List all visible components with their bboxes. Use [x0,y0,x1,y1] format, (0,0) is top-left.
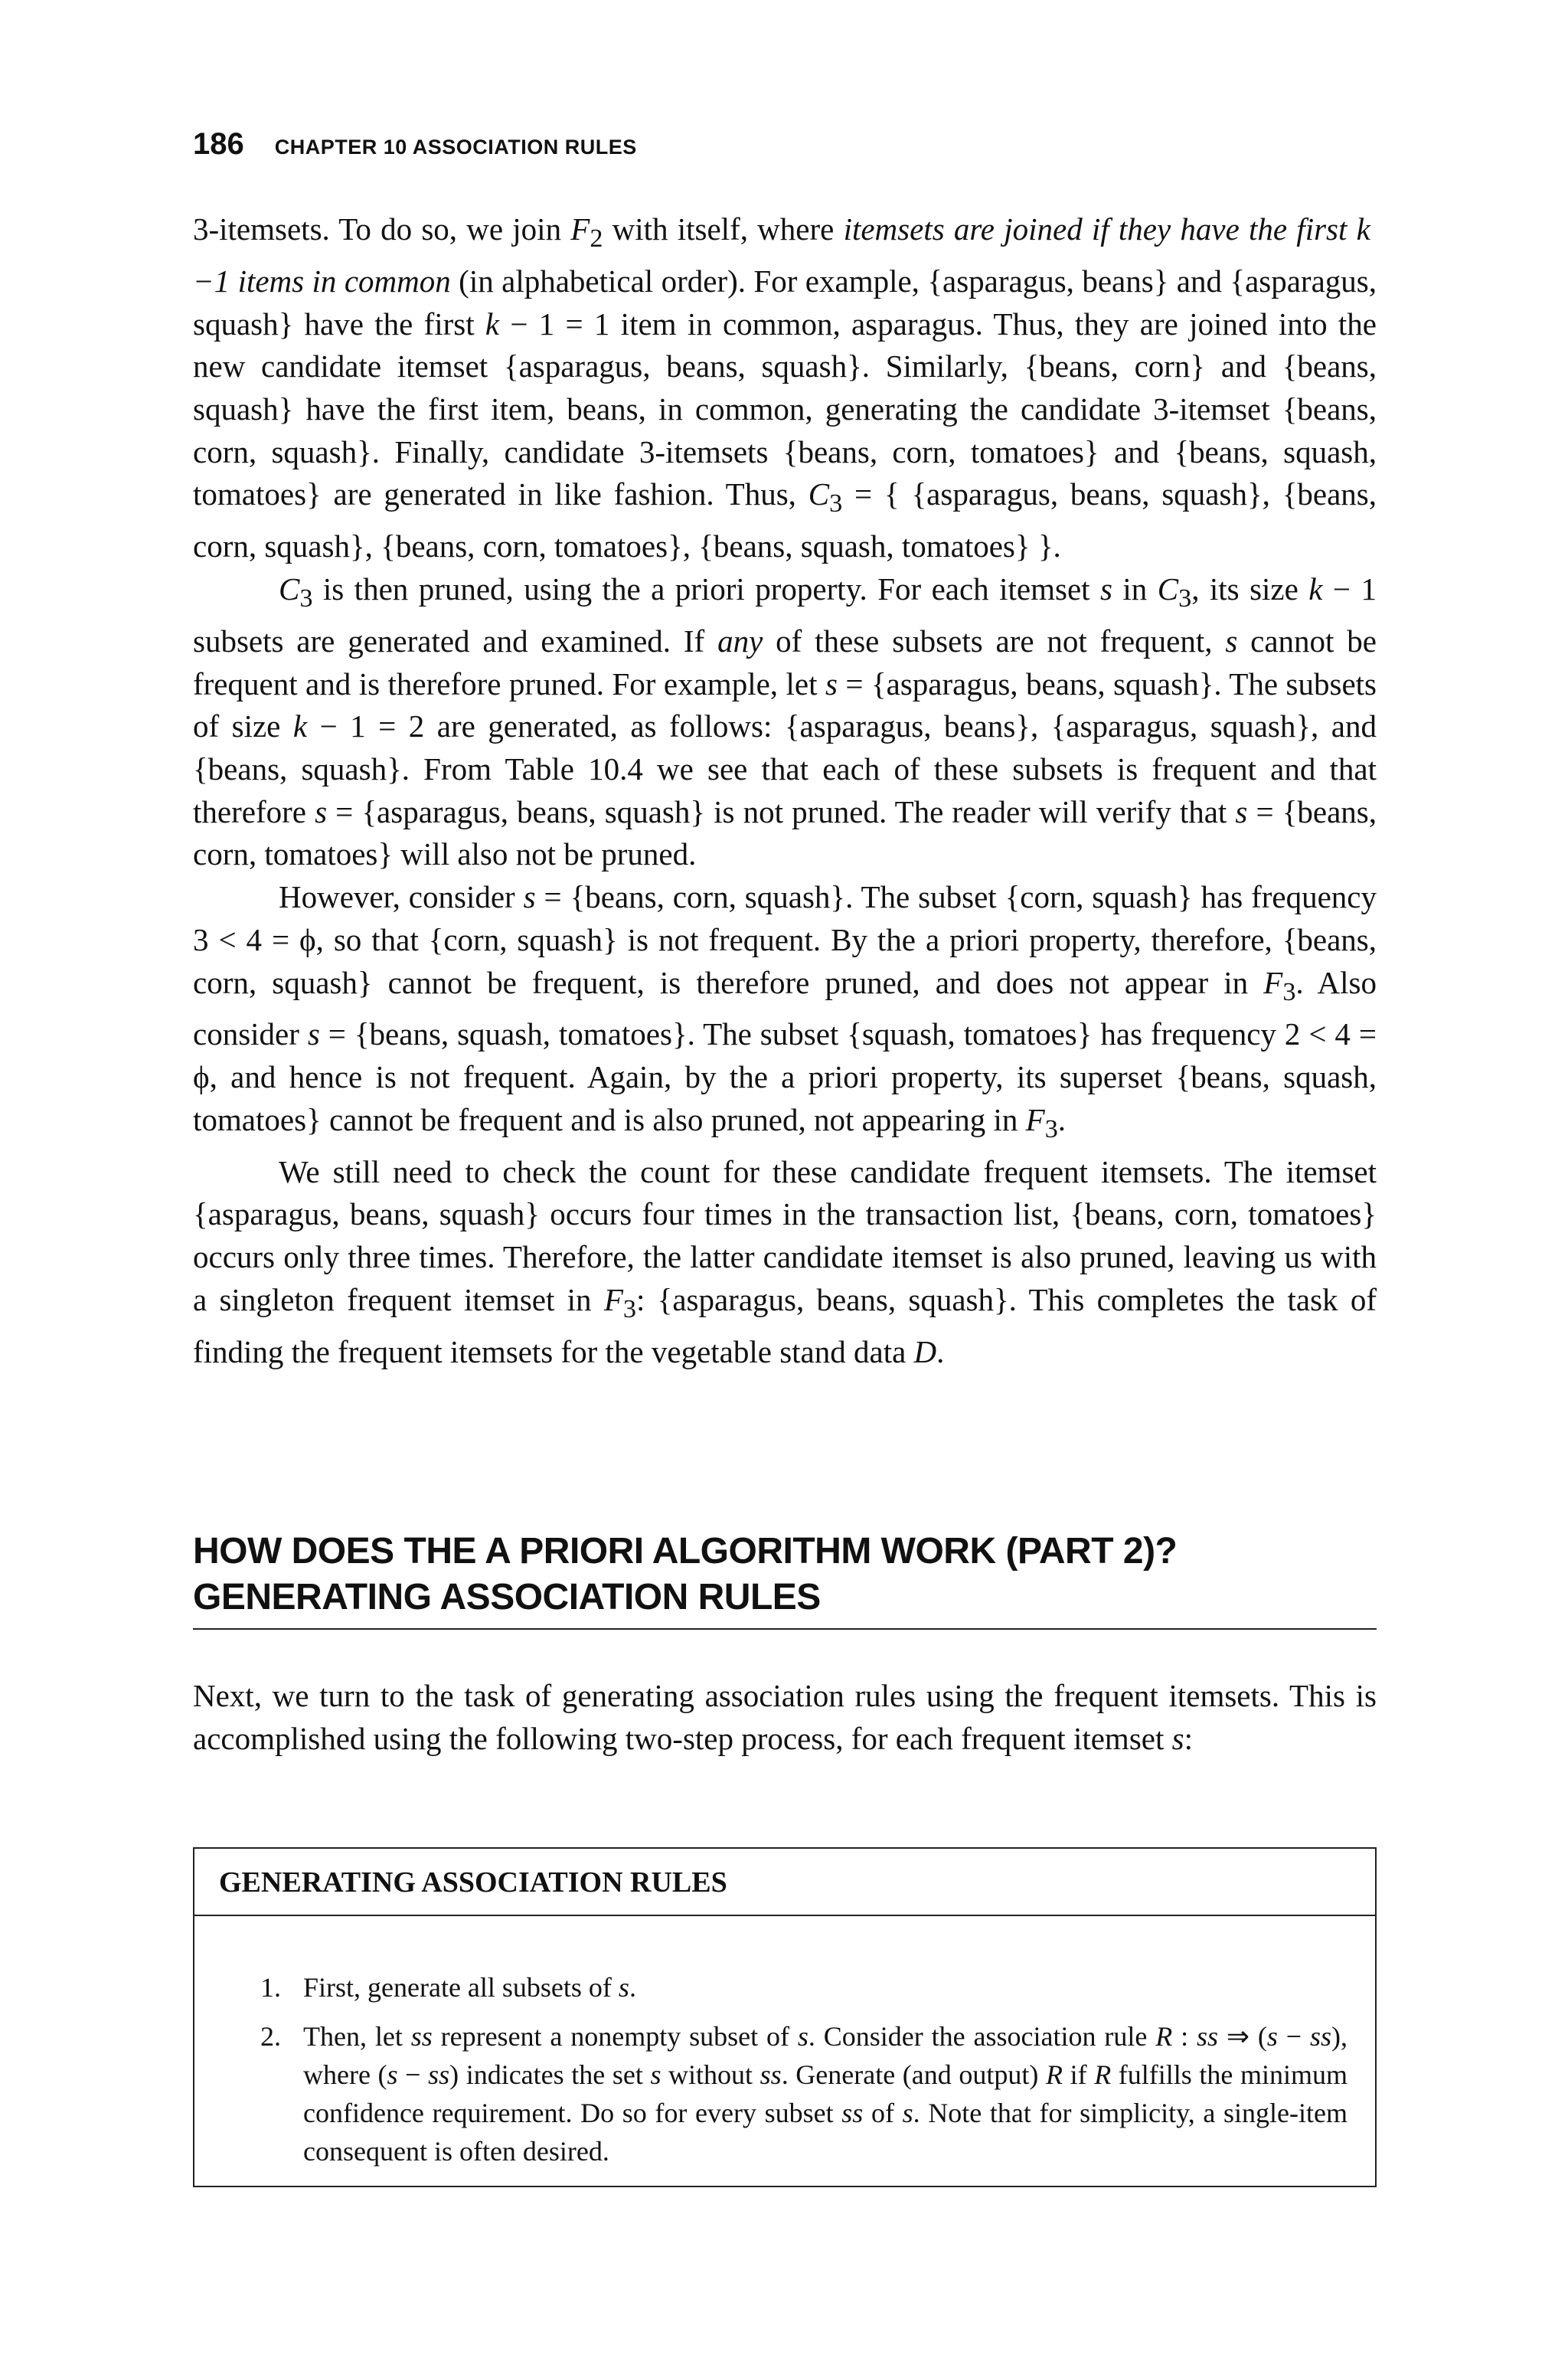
algorithm-box-title: GENERATING ASSOCIATION RULES [194,1849,1375,1916]
page-number: 186 [193,127,244,161]
algorithm-box [193,1847,1377,2187]
step-text: Then, let ss represent a nonempty subset of s. Consider the association rule R : ss ⇒ (s − ss), where (s − ss) indicates the set s without ss. Generate (and output) R if R fulfills the minimum confidence requirement. Do so for every subset ss of s. Note that for simplicity, a single-item consequent is often desired. [303,2021,1348,2167]
paragraph-count-check: We still need to check the count for these candidate frequent itemsets. The itemset {asparagus, beans, squash} occurs four times in the transaction list, {beans, corn, tomatoes} occurs only three times. Therefore, the latter candidate itemset is also pruned, leaving us with a singleton frequent itemset in $F_3$: {asparagus, beans, squash}. This completes the task of finding the frequent itemsets for the vegetable stand data D. [193,1153,1377,1369]
step-number: 2. [260,2021,281,2052]
algorithm-step [260,1968,1348,2007]
section-heading-line-1: HOW DOES THE A PRIORI ALGORITHM WORK (PART 2)? [193,1531,1178,1572]
body-text [193,208,1377,1373]
step-number: 1. [260,1972,281,2003]
paragraph-pruning: $C_3$ is then pruned, using the a priori property. For each itemset s in $C_3$, its size k − 1 subsets are generated and examined. If any of these subsets are not frequent, s cannot be frequent and is therefore pruned. For example, let s = {asparagus, beans, squash}. The subsets of size k − 1 = 2 are generated, as follows: {asparagus, beans}, {asparagus, squash}, and {beans, squash}. From Table 10.4 we see that each of these subsets is frequent and that therefore s = {asparagus, beans, squash} is not pruned. The reader will verify that s = {beans, corn, tomatoes} will also not be pruned. [193,571,1377,872]
chapter-title: CHAPTER 10 ASSOCIATION RULES [274,136,637,159]
section-heading-line-2: GENERATING ASSOCIATION RULES [193,1577,821,1617]
intro-paragraph: Next, we turn to the task of generating association rules using the frequent itemsets. This is accomplished using the following two-step process, for each frequent itemset s: [193,1678,1377,1756]
running-head [193,127,637,173]
paragraph-join-itemsets: 3-itemsets. To do so, we join $F_2$ with itself, where itemsets are joined if they have the first k −1 items in common (in alphabetical order). For example, {asparagus, beans} and {asparagus, squash} have the first k − 1 = 1 item in common, asparagus. Thus, they are joined into the new candidate itemset {asparagus, beans, squash}. Similarly, {beans, corn} and {beans, squash} have the first item, beans, in common, generating the candidate 3-itemset {beans, corn, squash}. Finally, candidate 3-itemsets {beans, corn, tomatoes} and {beans, squash, tomatoes} are generated in like fashion. Thus, $C_3$ = { {asparagus, beans, squash}, {beans, corn, squash}, {beans, corn, tomatoes}, {beans, squash, tomatoes} }. [193,211,1377,564]
algorithm-step [260,2017,1348,2170]
algorithm-steps [260,1968,1348,2181]
paragraph-pruned-examples: However, consider s = {beans, corn, squash}. The subset {corn, squash} has frequency 3 < 4 = ϕ, so that {corn, squash} is not frequent. By the a priori property, therefore, {beans, corn, squash} cannot be frequent, is therefore pruned, and does not appear in $F_3$. Also consider s = {beans, squash, tomatoes}. The subset {squash, tomatoes} has frequency 2 < 4 = ϕ, and hence is not frequent. Again, by the a priori property, its superset {beans, squash, tomatoes} cannot be frequent and is also pruned, not appearing in $F_3$. [193,879,1377,1143]
section-heading [193,1529,1377,1630]
step-text: First, generate all subsets of s. [303,1972,636,2003]
section-intro [193,1674,1377,1760]
